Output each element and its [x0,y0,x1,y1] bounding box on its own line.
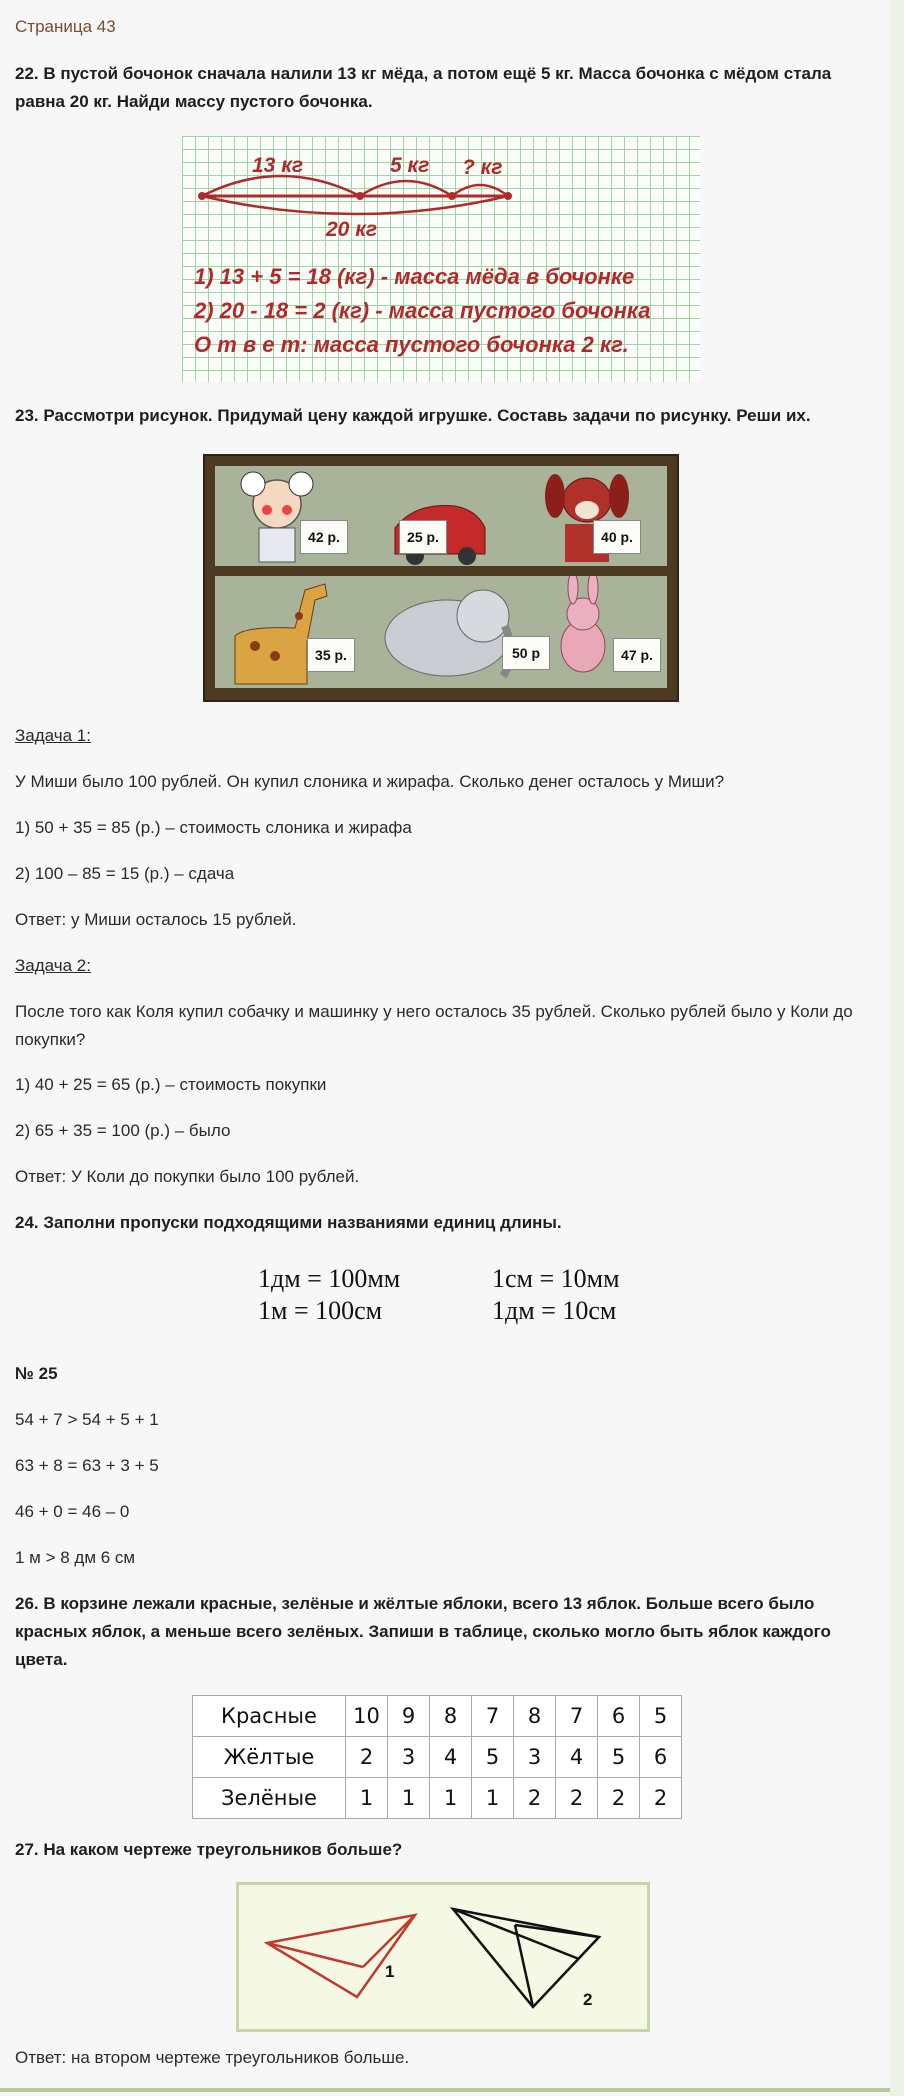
table-cell: 2 [640,1778,682,1819]
task1-step2: 2) 100 – 85 = 15 (р.) – сдача [15,864,235,883]
triangles-drawing [236,1882,650,2032]
problem-25-line-3: 46 + 0 = 46 – 0 [15,1502,130,1521]
price-giraffe: 35 р. [307,638,355,672]
table-cell: 1 [430,1778,472,1819]
footer-divider [0,2088,890,2092]
task2-step2: 2) 65 + 35 = 100 (р.) – было [15,1121,231,1140]
toy-shelf-image [203,454,679,702]
task2-step1: 1) 40 + 25 = 65 (р.) – стоимость покупки [15,1075,327,1094]
table-cell: 1 [472,1778,514,1819]
problem-26-text: 26. В корзине лежали красные, зелёные и жёлтые яблоки, всего 13 яблок. Больше всего было красных яблок, а меньше всего зелёных. Запиши в таблице, сколько могло быть яблок каждого цвета. [15,1594,831,1669]
table-cell: 2 [346,1737,388,1778]
problem-25-line-1: 54 + 7 > 54 + 5 + 1 [15,1410,159,1429]
problem-22-text: 22. В пустой бочонок сначала налили 13 кг мёда, а потом ещё 5 кг. Масса бочонка с мёдом стала равна 20 кг. Найди массу пустого бочонка. [15,64,832,111]
problem-27-text: 27. На каком чертеже треугольников больше? [15,1840,403,1859]
problem-25-line-4: 1 м > 8 дм 6 см [15,1548,136,1567]
label-13-kg: 13 кг [252,154,304,177]
solution-step-2: 2) 20 - 18 = 2 (кг) - масса пустого бочонка [194,298,651,323]
table-cell: 2 [598,1778,640,1819]
row-label-yellow: Жёлтые [193,1737,346,1778]
task1-step1: 1) 50 + 35 = 85 (р.) – стоимость слоника и жирафа [15,818,412,837]
table-cell: 5 [598,1737,640,1778]
table-cell: 7 [472,1696,514,1737]
label-20-kg: 20 кг [326,218,378,241]
table-cell: 3 [514,1737,556,1778]
triangles-svg [239,1885,647,2029]
price-elephant: 50 р [502,636,550,670]
table-cell: 9 [388,1696,430,1737]
price-dog: 40 р. [593,520,641,554]
table-cell: 2 [556,1778,598,1819]
price-rabbit: 47 р. [613,638,661,672]
label-drawing-1: 1 [385,1962,395,1981]
unit-eq-4: 1дм = 10см [492,1296,617,1325]
unit-eq-3: 1см = 10мм [492,1264,620,1293]
table-row [193,1696,682,1737]
table-row [193,1737,682,1778]
apples-table [192,1695,682,1819]
label-unknown-kg: ? кг [462,156,503,179]
table-cell: 4 [556,1737,598,1778]
table-cell: 4 [430,1737,472,1778]
table-cell: 8 [514,1696,556,1737]
price-car: 25 р. [399,520,447,554]
label-drawing-2: 2 [583,1990,593,2009]
problem-27-answer: Ответ: на втором чертеже треугольников больше. [15,2048,410,2067]
table-cell: 1 [346,1778,388,1819]
table-cell: 5 [640,1696,682,1737]
task2-answer: Ответ: У Коли до покупки было 100 рублей. [15,1167,360,1186]
solution-answer: О т в е т: масса пустого бочонка 2 кг. [194,332,629,357]
table-cell: 5 [472,1737,514,1778]
row-label-green: Зелёные [193,1778,346,1819]
task1-answer: Ответ: у Миши осталось 15 рублей. [15,910,297,929]
table-cell: 2 [514,1778,556,1819]
table-cell: 7 [556,1696,598,1737]
problem-24-text: 24. Заполни пропуски подходящими названиями единиц длины. [15,1213,562,1232]
table-cell: 10 [346,1696,388,1737]
table-cell: 6 [598,1696,640,1737]
page-title: Страница 43 [15,17,116,36]
table-cell: 6 [640,1737,682,1778]
unit-eq-1: 1дм = 100мм [258,1264,401,1293]
task2-title: Задача 2: [15,956,91,975]
table-cell: 1 [388,1778,430,1819]
toys-bottom-icons [215,576,667,688]
shelf-bottom [215,576,667,688]
row-label-red: Красные [193,1696,346,1737]
task2-condition: После того как Коля купил собачку и машинку у него осталось 35 рублей. Сколько рублей было у Коли до покупки? [15,1002,853,1049]
problem-22-diagram [182,136,700,382]
table-cell: 3 [388,1737,430,1778]
problem-25-title: № 25 [15,1364,58,1383]
price-doll: 42 р. [300,520,348,554]
task1-title: Задача 1: [15,726,91,745]
problem-25-line-2: 63 + 8 = 63 + 3 + 5 [15,1456,159,1475]
solution-step-1: 1) 13 + 5 = 18 (кг) - масса мёда в бочонке [194,264,635,289]
task1-condition: У Миши было 100 рублей. Он купил слоника и жирафа. Сколько денег осталось у Миши? [15,772,725,791]
shelf-top [215,466,667,566]
problem-23-text: 23. Рассмотри рисунок. Придумай цену каждой игрушке. Составь задачи по рисунку. Реши их. [15,406,811,425]
triangle-figure-1 [267,1915,415,1997]
label-5-kg: 5 кг [390,154,430,177]
scrollbar-track[interactable] [890,0,904,2096]
table-row [193,1778,682,1819]
table-cell: 8 [430,1696,472,1737]
unit-eq-2: 1м = 100см [258,1296,383,1325]
